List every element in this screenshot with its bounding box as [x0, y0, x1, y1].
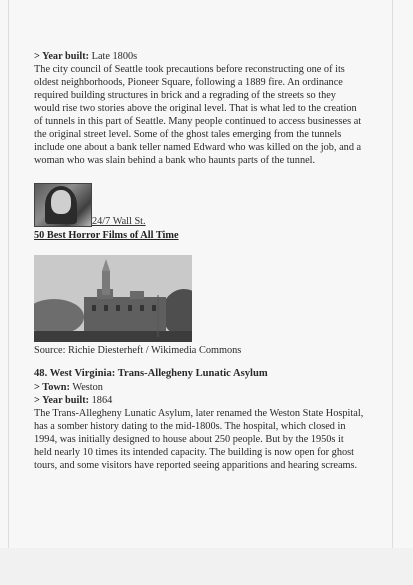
thumbnail-face [51, 190, 71, 214]
promo-source-link[interactable]: 24/7 Wall St. [92, 216, 146, 227]
asylum-illustration [34, 255, 192, 342]
year-built-line [34, 394, 364, 407]
year-built-value: 1864 [89, 395, 113, 406]
year-built-label: Year built: [42, 51, 90, 62]
bullet-marker: > [34, 395, 43, 406]
bullet-marker: > [34, 382, 43, 393]
asylum-photo [34, 255, 192, 342]
promo-thumbnail[interactable] [34, 183, 92, 227]
town-line [34, 381, 364, 394]
scan-bottom-band [0, 548, 413, 585]
bullet-marker: > [34, 51, 43, 62]
year-built-label: Year built: [42, 395, 90, 406]
town-value: Weston [69, 382, 103, 393]
year-built-line-top [34, 50, 364, 63]
year-built-value: Late 1800s [89, 51, 138, 62]
entry-title: 48. West Virginia: Trans-Allegheny Lunatic Asylum [34, 368, 268, 379]
promo-headline-link[interactable]: 50 Best Horror Films of All Time [34, 230, 179, 241]
town-label: Town: [42, 382, 70, 393]
asylum-paragraph: The Trans-Allegheny Lunatic Asylum, later renamed the Weston State Hospital, has a somber history dating to the mid-1800s. The hospital, which closed in 1994, was initially designed to house about 250 people. But by the 1950s it held nearly 10 times its intended capacity. The building is now open for ghost tours, and some visitors have reported seeing apparitions and hearing screams. [34, 408, 364, 471]
photo-caption: Source: Richie Diesterheft / Wikimedia Commons [34, 345, 242, 356]
seattle-paragraph: The city council of Seattle took precautions before reconstructing one of its oldest neighborhoods, Pioneer Square, following a 1889 fire. An ordinance required building structures in brick and a regrading of the streets so they would rise two stories above the original level. That is what led to the creation of tunnels in this part of Seattle. Many people continued to access businesses at the original street level. Some of the ghost tales emerging from the tunnels include one about a bank teller named Edward who was killed on the job, and a woman who was slain behind a bank who haunts parts of the tunnel. [34, 64, 362, 166]
scan-edge-right [392, 0, 393, 585]
scan-edge-left [8, 0, 9, 585]
